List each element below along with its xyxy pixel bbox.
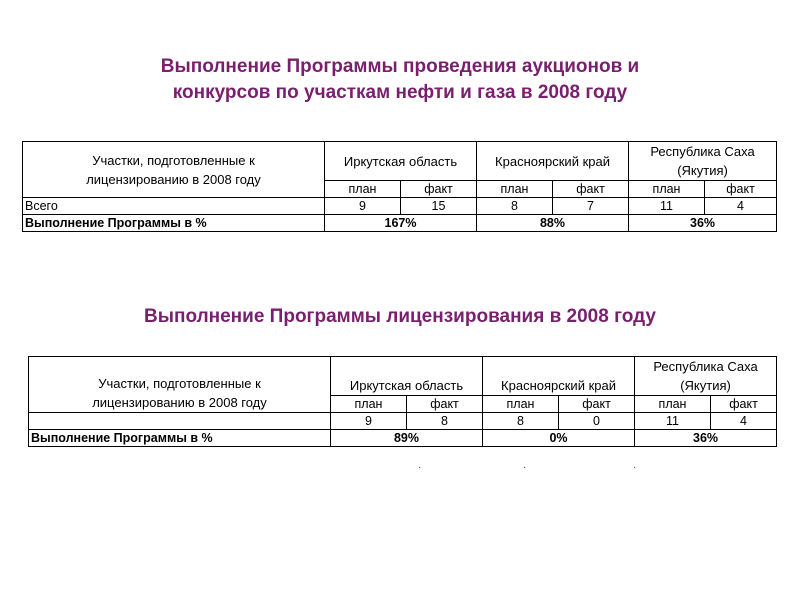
page-title-auctions — [0, 54, 800, 106]
fact-header: факт — [553, 181, 629, 198]
plan-header: план — [629, 181, 705, 198]
region-sakha: Республика Саха (Якутия) — [629, 142, 777, 181]
page-title-licensing: Выполнение Программы лицензирования в 2008 году — [144, 306, 656, 327]
fact-header: факт — [559, 396, 635, 413]
value-cell: 8 — [483, 413, 559, 430]
value-cell: 9 — [331, 413, 407, 430]
fact-header: факт — [705, 181, 777, 198]
percent-cell: 36% — [635, 430, 777, 447]
percent-cell: 167% — [325, 215, 477, 232]
value-cell: 9 — [325, 198, 401, 215]
percent-cell: 0% — [483, 430, 635, 447]
value-cell: 11 — [629, 198, 705, 215]
value-cell: 8 — [477, 198, 553, 215]
value-cell: 4 — [705, 198, 777, 215]
plan-header: план — [331, 396, 407, 413]
value-cell: 15 — [401, 198, 477, 215]
fact-header: факт — [711, 396, 777, 413]
plan-header: план — [325, 181, 401, 198]
value-cell: 0 — [559, 413, 635, 430]
fact-header: факт — [407, 396, 483, 413]
table-row — [23, 198, 777, 215]
title-line-2: конкурсов по участкам нефти и газа в 2008 году — [172, 82, 628, 103]
percent-cell: 89% — [331, 430, 483, 447]
plan-header: план — [477, 181, 553, 198]
region-sakha: Республика Саха — [635, 357, 777, 377]
row-header-cell: Участки, подготовленные к лицензированию в 2008 году — [23, 142, 325, 198]
empty-cell — [29, 413, 331, 430]
table-row — [29, 430, 777, 447]
value-cell: 11 — [635, 413, 711, 430]
licensing-table — [28, 356, 777, 447]
table-row — [23, 215, 777, 232]
title-line-1: Выполнение Программы проведения аукционов и — [160, 56, 640, 77]
value-cell: 7 — [553, 198, 629, 215]
region-krasnoyarsk: Красноярский край — [483, 357, 635, 396]
region-irkutsk: Иркутская область — [331, 357, 483, 396]
plan-header: план — [635, 396, 711, 413]
percent-cell: 88% — [477, 215, 629, 232]
auctions-table — [22, 141, 777, 232]
value-cell: 8 — [407, 413, 483, 430]
table-row — [29, 413, 777, 430]
fact-header: факт — [401, 181, 477, 198]
value-cell: 4 — [711, 413, 777, 430]
total-label: Всего — [23, 198, 325, 215]
plan-header: план — [483, 396, 559, 413]
row-header-cell: Участки, подготовленные к лицензированию в 2008 году — [29, 357, 331, 413]
stray-dot: · — [633, 462, 637, 473]
stray-dot: · — [418, 462, 422, 473]
region-krasnoyarsk: Красноярский край — [477, 142, 629, 181]
percent-label: Выполнение Программы в % — [29, 430, 331, 447]
region-irkutsk: Иркутская область — [325, 142, 477, 181]
percent-cell: 36% — [629, 215, 777, 232]
region-sakha-sub: (Якутия) — [635, 376, 777, 396]
percent-label: Выполнение Программы в % — [23, 215, 325, 232]
stray-dot: · — [523, 462, 527, 473]
